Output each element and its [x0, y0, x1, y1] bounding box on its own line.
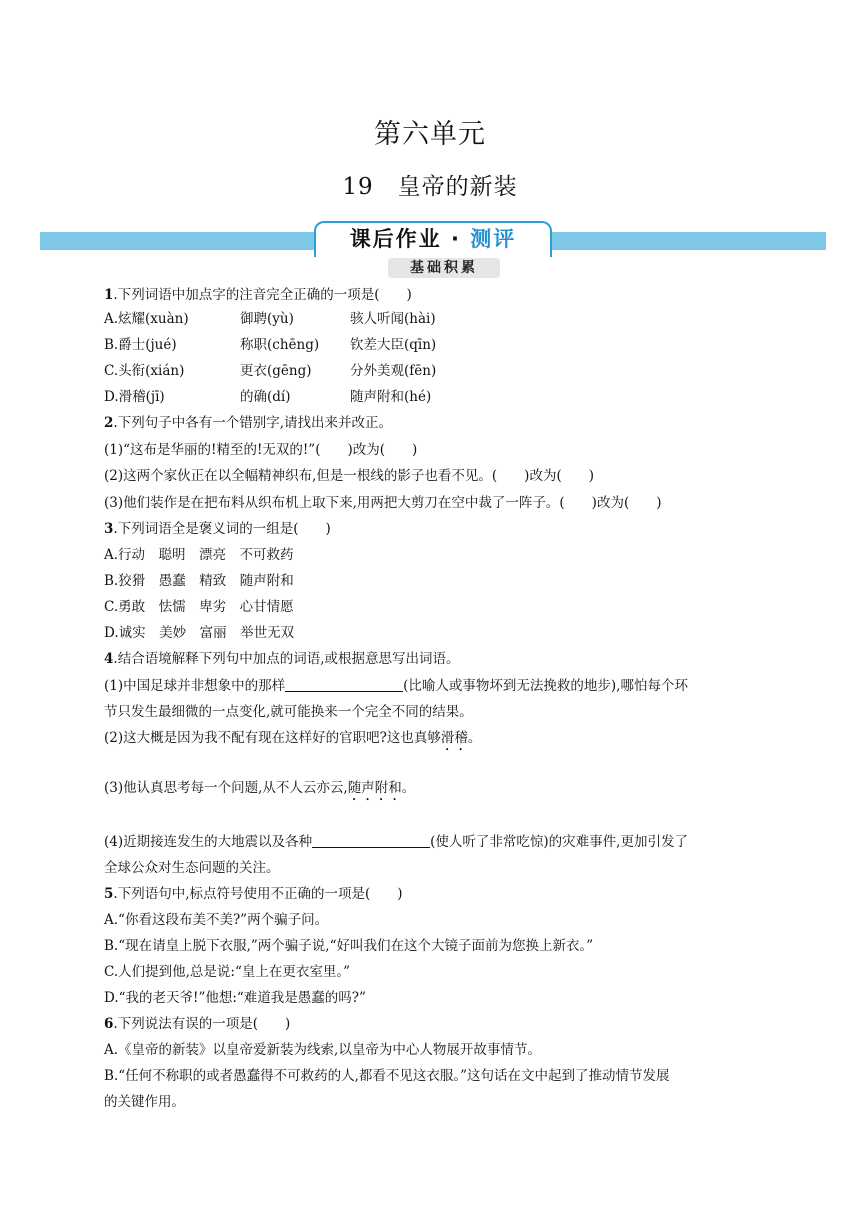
q5-option-a: A.“你看这段布美不美?”两个骗子问。 — [104, 912, 329, 928]
q3-option-c: C.勇敢 怯懦 卑劣 心甘情愿 — [104, 599, 294, 615]
q4-item-3 — [104, 779, 415, 804]
q1-c-1: C.头衔(xián) — [104, 363, 185, 379]
q1-option-c — [104, 362, 704, 380]
q4-item-4-line2: 全球公众对生态问题的关注。 — [104, 860, 280, 876]
q4-number: 4 — [104, 651, 114, 667]
unit-title: 第六单元 — [374, 119, 486, 150]
q5-stem — [104, 885, 403, 903]
q4-item-1-line2: 节只发生最细微的一点变化,就可能换来一个完全不同的结果。 — [104, 704, 473, 720]
q6-option-a: A.《皇帝的新装》以皇帝爱新装为线索,以皇帝为中心人物展开故事情节。 — [104, 1042, 541, 1058]
q2-stem — [104, 414, 392, 432]
q4-item-1 — [104, 677, 688, 695]
q4-item1-pre: (1)中国足球并非想象中的那样 — [104, 678, 286, 694]
q1-option-a — [104, 310, 704, 328]
q3-number: 3 — [104, 521, 114, 537]
q4-item3-pre: (3)他认真思考每一个问题,从不人云亦云, — [104, 780, 348, 796]
q1-d-2: 的确(dí) — [240, 389, 291, 405]
q4-item2-pre: (2)这大概是因为我不配有现在这样好的官职吧?这也真够 — [104, 730, 441, 746]
q1-stem-text: .下列词语中加点字的注音完全正确的一项是( ) — [113, 287, 412, 303]
q2-number: 2 — [104, 415, 114, 431]
q4-item2-post: 。 — [467, 730, 482, 746]
q5-option-d: D.“我的老天爷!”他想:“难道我是愚蠢的吗?” — [104, 990, 366, 1006]
q1-a-2: 御聘(yù) — [240, 311, 294, 327]
q6-option-b: B.“任何不称职的或者愚蠢得不可救药的人,都看不见这衣服。”这句话在文中起到了推动情节发展 — [104, 1068, 670, 1084]
q1-a-1: A.炫耀(xuàn) — [104, 311, 189, 327]
q3-option-b: B.狡猾 愚蠢 精致 随声附和 — [104, 573, 294, 589]
q3-option-d: D.诚实 美妙 富丽 举世无双 — [104, 625, 295, 641]
q2-item-1: (1)“这布是华丽的!精至的!无双的!”( )改为( ) — [104, 442, 418, 458]
q1-c-3: 分外美观(fēn) — [350, 363, 437, 379]
q1-stem — [104, 286, 412, 304]
q3-option-a: A.行动 聪明 漂亮 不可救药 — [104, 547, 294, 563]
q1-c-2: 更衣(gēng) — [240, 363, 312, 379]
q5-stem-text: .下列语句中,标点符号使用不正确的一项是( ) — [113, 886, 403, 902]
q1-number: 1 — [104, 287, 114, 303]
q1-d-3: 随声附和(hé) — [350, 389, 432, 405]
q5-option-b: B.“现在请皇上脱下衣服,”两个骗子说,“好叫我们在这个大镜子面前为您换上新衣。” — [104, 938, 594, 954]
q6-stem — [104, 1015, 290, 1033]
q1-b-2: 称职(chēng) — [240, 337, 320, 353]
q4-item1-blank[interactable] — [285, 677, 403, 692]
q4-item-2 — [104, 729, 481, 754]
q4-item2-dotted-word: 滑稽 — [440, 730, 468, 746]
section-label: 基础积累 — [410, 260, 478, 276]
q1-d-1: D.滑稽(jī) — [104, 389, 165, 405]
q1-b-1: B.爵士(jué) — [104, 337, 177, 353]
section-badge — [388, 258, 500, 278]
q6-stem-text: .下列说法有误的一项是( ) — [113, 1016, 291, 1032]
q4-item4-pre: (4)近期接连发生的大地震以及各种 — [104, 834, 313, 850]
q4-item4-post: (使人听了非常吃惊)的灾难事件,更加引发了 — [430, 834, 688, 850]
lesson-title: 19 皇帝的新装 — [342, 174, 518, 200]
q4-stem-text: .结合语境解释下列句中加点的词语,或根据意思写出词语。 — [113, 651, 460, 667]
banner-heading — [314, 223, 552, 255]
q1-b-3: 钦差大臣(qīn) — [350, 337, 437, 353]
q2-item-2: (2)这两个家伙正在以全幅精神织布,但是一根线的影子也看不见。( )改为( ) — [104, 468, 594, 484]
q4-item-4 — [104, 833, 688, 851]
q3-stem-text: .下列词语全是褒义词的一组是( ) — [113, 521, 331, 537]
q1-option-b — [104, 336, 704, 354]
q4-item4-blank[interactable] — [312, 833, 430, 848]
q1-option-d — [104, 388, 704, 406]
q4-stem — [104, 650, 460, 668]
q6-number: 6 — [104, 1016, 114, 1032]
q3-stem — [104, 520, 331, 538]
q5-number: 5 — [104, 886, 114, 902]
banner-part2: 测评 — [470, 227, 517, 251]
banner-separator: · — [441, 227, 471, 251]
q2-stem-text: .下列句子中各有一个错别字,请找出来并改正。 — [113, 415, 392, 431]
q1-a-3: 骇人听闻(hài) — [350, 311, 436, 327]
q5-option-c: C.人们提到他,总是说:“皇上在更衣室里。” — [104, 964, 351, 980]
q4-item1-post: (比喻人或事物坏到无法挽救的地步),哪怕每个环 — [403, 678, 688, 694]
q4-item3-post: 。 — [401, 780, 416, 796]
q4-item3-dotted-word: 随声附和 — [347, 780, 402, 796]
banner-part1: 课后作业 — [349, 227, 442, 251]
q2-item-3: (3)他们装作是在把布料从织布机上取下来,用两把大剪刀在空中裁了一阵子。( )改为( ) — [104, 495, 662, 511]
q6-option-b-line2: 的关键作用。 — [104, 1094, 185, 1110]
